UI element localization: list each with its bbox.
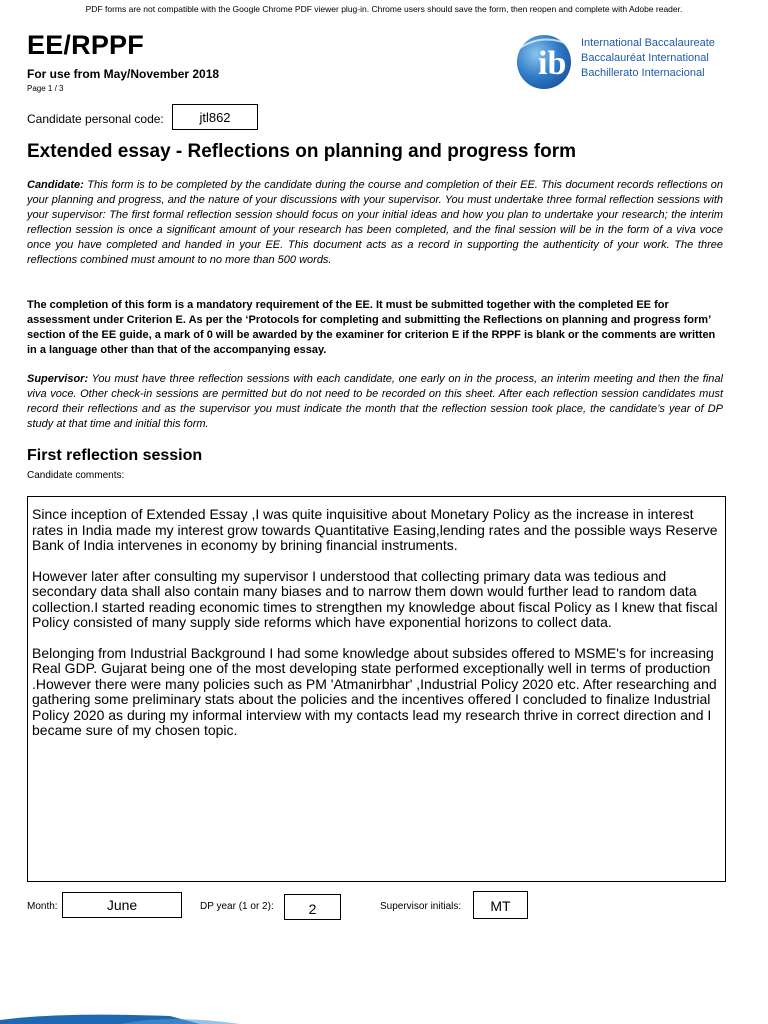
footer-swoosh — [0, 1010, 768, 1024]
month-field[interactable]: June — [62, 892, 182, 918]
comment-paragraph: However later after consulting my supervisor I understood that collecting primary data was tedious and secondary data shall also contain many biases and to narrow them down would further lead to random data collection.I started reading economic times to strengthen my knowledge about fiscal Policy as I knew that fiscal Policy consisted of many supply side reforms which have exponential horizons to collect data. — [32, 567, 718, 630]
supervisor-instructions — [27, 372, 723, 432]
ib-globe-icon — [514, 28, 578, 92]
page-number: Page 1 / 3 — [27, 84, 64, 93]
candidate-instructions-lead: Candidate: — [27, 179, 84, 191]
logo-line-english: International Baccalaureate — [581, 37, 715, 49]
supervisor-initials-field[interactable]: MT — [473, 891, 528, 919]
supervisor-instructions-lead: Supervisor: — [27, 373, 89, 385]
form-code: EE/RPPF — [27, 30, 144, 60]
candidate-code-label: Candidate personal code: — [27, 112, 164, 126]
candidate-instructions-text: This form is to be completed by the candidate during the course and completion of their EE. This document records reflections on your planning and progress, and the nature of your discussions with your supervisor. You must undertake three formal reflection sessions with your supervisor: The first formal reflection session should focus on your initial ideas and how you plan to undertake your research; the interim reflection session is once a significant amount of your research has been completed, and the final session will be in the form of a viva voce once you have completed and handed in your EE. This document acts as a record in supporting the authenticity of your work. The three reflections combined must amount to no more than 500 words. — [27, 179, 723, 266]
dp-year-field[interactable]: 2 — [284, 894, 341, 920]
logo-line-spanish: Bachillerato Internacional — [581, 67, 705, 79]
candidate-comments-label: Candidate comments: — [27, 470, 125, 481]
supervisor-instructions-text: You must have three reflection sessions with each candidate, one early on in the process, an interim meeting and then the final viva voce. Other check-in sessions are permitted but do not need to be recorded on this sheet. After each reflection session candidates must record their reflections and as the supervisor you must indicate the month that the reflection session took place, the candidate’s year of DP study at that time and initial this form. — [27, 373, 723, 430]
page-title: Extended essay - Reflections on planning and progress form — [27, 141, 576, 162]
dp-year-label: DP year (1 or 2): — [200, 901, 274, 912]
mandatory-requirement-note: The completion of this form is a mandatory requirement of the EE. It must be submitted together with the completed EE for assessment under Criterion E. As per the ‘Protocols for completing and submitting the Reflections on planning and progress form’ section of the EE guide, a mark of 0 will be awarded by the examiner for criterion E if the RPPF is blank or the comments are written in a language other than that of the accompanying essay. — [27, 299, 716, 356]
comment-paragraph: Since inception of Extended Essay ,I was quite inquisitive about Monetary Policy as the increase in interest rates in India made my interest grow towards Quantitative Easing,lending rates and the possible ways Reserve Bank of India intervenes in economy by brining financial instruments. — [32, 506, 718, 553]
svg-text:ib: ib — [538, 45, 567, 82]
use-from-date: For use from May/November 2018 — [27, 67, 220, 81]
comment-paragraph: Belonging from Industrial Background I had some knowledge about subsides offered to MSME's for increasing Real GDP. Gujarat being one of the most developing state performed exceptionally well in terms of production .However there were many policies such as PM 'Atmanirbhar' ,Industrial Policy 2020 etc. After researching and gathering some preliminary stats about the policies and the incentives offered I concluded to finalize Industrial Policy 2020 as during my informal interview with my contacts lead my research thrive in correct direction and I became sure of my chosen topic. — [32, 644, 717, 738]
first-session-title: First reflection session — [27, 447, 203, 464]
candidate-comments-field[interactable] — [27, 496, 726, 882]
supervisor-initials-label: Supervisor initials: — [380, 901, 462, 912]
candidate-code-field[interactable]: jtl862 — [172, 104, 258, 130]
ib-logo — [514, 28, 749, 92]
candidate-instructions — [27, 178, 723, 268]
pdf-compatibility-notice: PDF forms are not compatible with the Google Chrome PDF viewer plug-in. Chrome users should save the form, then reopen and complete with Adobe reader. — [85, 4, 683, 14]
month-label: Month: — [27, 901, 58, 912]
logo-line-french: Baccalauréat International — [581, 52, 709, 64]
